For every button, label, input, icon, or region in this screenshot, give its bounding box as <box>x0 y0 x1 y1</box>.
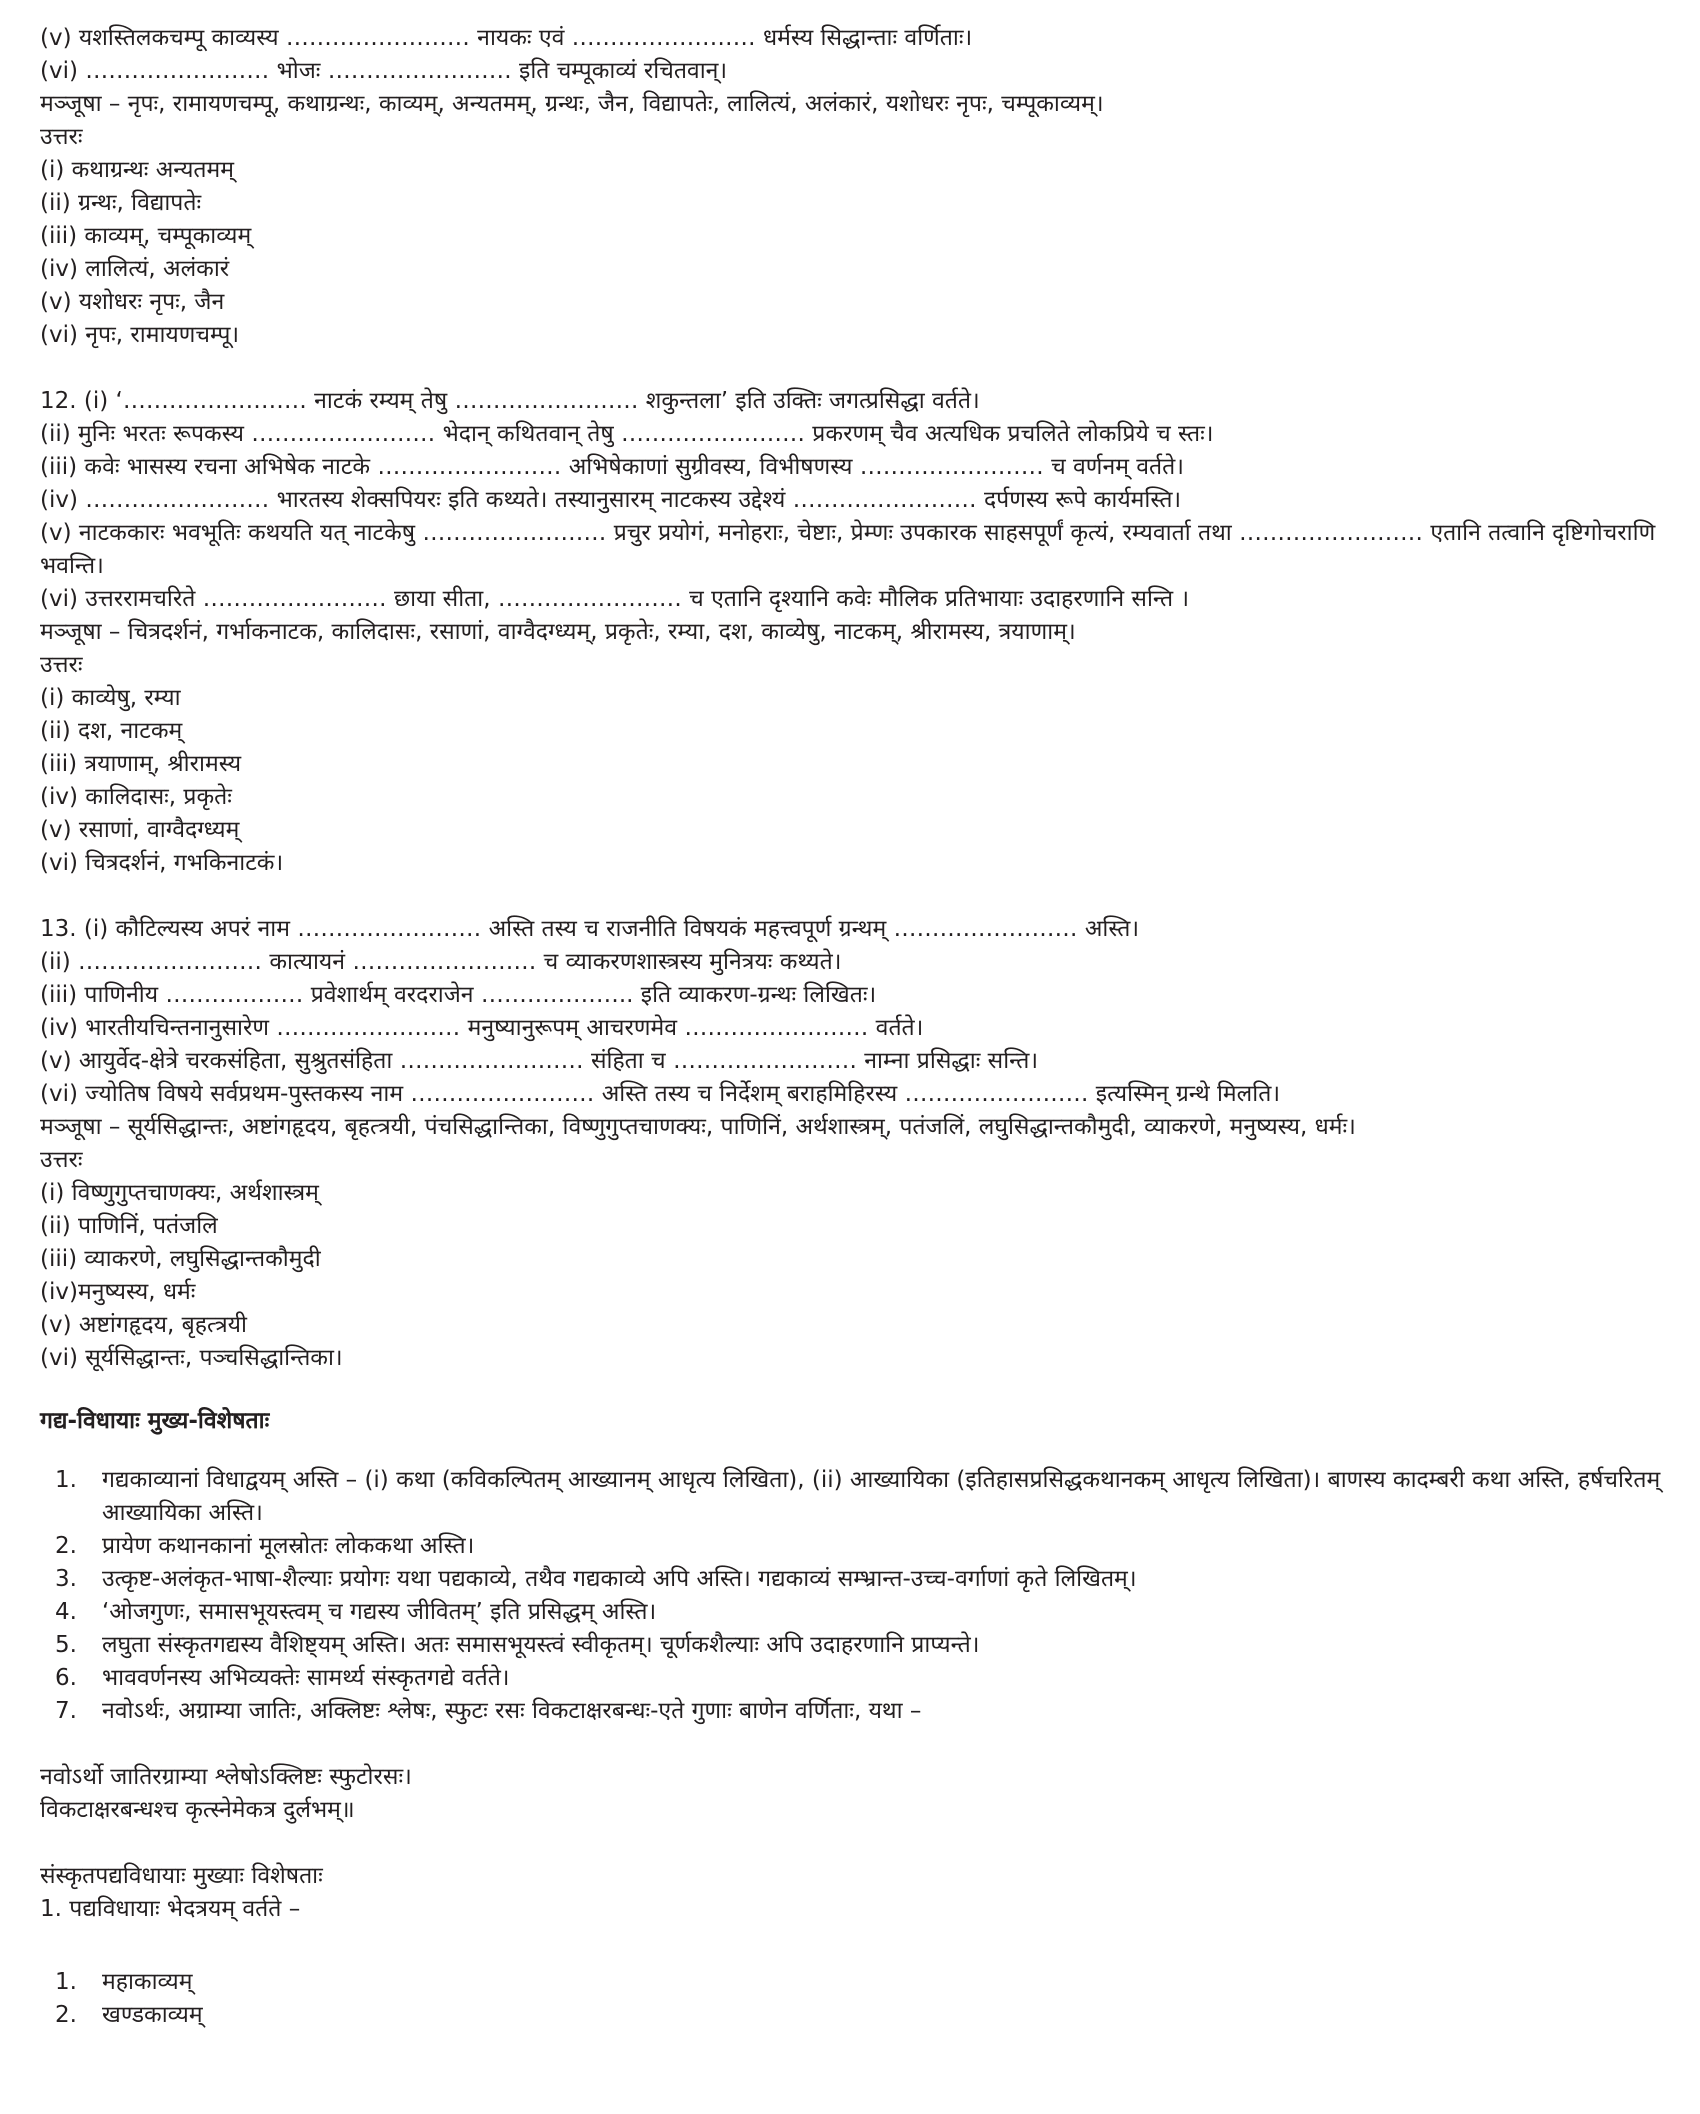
question-line: (vi) ज्योतिष विषये सर्वप्रथम-पुस्तकस्य नाम …………………… अस्ति तस्य च निर्देशम् बराहमिहिरस्य …………………… इत्यस्मिन् ग्रन्थे मिलति। <box>40 1081 1281 1107</box>
list-item <box>40 1662 1670 1695</box>
list-number: 1. <box>55 1969 77 1995</box>
answer-line: (vi) चित्रदर्शनं, गभकिनाटकं। <box>40 850 284 876</box>
question-line: (ii) …………………… कात्यायनं …………………… च व्याकरणशास्त्रस्य मुनित्रयः कथ्यते। <box>40 949 842 975</box>
question-line: (v) आयुर्वेद-क्षेत्रे चरकसंहिता, सुश्रुतसंहिता …………………… संहिता च …………………… नाम्ना प्रसिद्धाः सन्ति। <box>40 1048 1039 1074</box>
verse-line: विकटाक्षरबन्धश्च कृत्स्नेमेकत्र दुर्लभम्॥ <box>40 1797 355 1823</box>
answer-line: (iii) व्याकरणे, लघुसिद्धान्तकौमुदी <box>40 1246 321 1272</box>
answer-line: (iv)मनुष्यस्य, धर्मः <box>40 1279 196 1305</box>
spacer <box>40 880 1670 913</box>
word-box-line: मञ्जूषा – सूर्यसिद्धान्तः, अष्टांगहृदय, बृहत्त्रयी, पंचसिद्धान्तिका, विष्णुगुप्तचाणक्यः, पाणिनिं, अर्थशास्त्रम्, पतंजलिं, लघुसिद्धान्तकौमुदी, व्याकरणे, मनुष्यस्य, धर्मः। <box>40 1114 1356 1140</box>
answer-line: (iv) लालित्यं, अलंकारं <box>40 256 230 282</box>
spacer <box>40 1728 1670 1761</box>
answer-line: (ii) दश, नाटकम् <box>40 718 183 744</box>
question-line: (v) यशस्तिलकचम्पू काव्यस्य …………………… नायकः एवं …………………… धर्मस्य सिद्धान्ताः वर्णिताः। <box>40 25 973 51</box>
question-line: (ii) मुनिः भरतः रूपकस्य …………………… भेदान् कथितवान् तेषु …………………… प्रकरणम् चैव अत्यधिक प्रचलिते लोकप्रिये च स्तः। <box>40 421 1214 447</box>
list-number: 1. <box>55 1467 77 1493</box>
list-number: 4. <box>55 1599 77 1625</box>
section-13 <box>40 913 1670 1375</box>
section-heading: गद्य-विधायाः मुख्य-विशेषताः <box>40 1408 270 1434</box>
list-number: 6. <box>55 1665 77 1691</box>
question-line: (iv) …………………… भारतस्य शेक्सपियरः इति कथ्यते। तस्यानुसारम् नाटकस्य उद्देश्यं …………………… दर्पणस्य रूपे कार्यमस्ति। <box>40 487 1182 513</box>
list-text: ‘ओजगुणः, समासभूयस्त्वम् च गद्यस्य जीवितम्’ इति प्रसिद्धम् अस्ति। <box>102 1599 657 1625</box>
answer-line: (iv) कालिदासः, प्रकृतेः <box>40 784 232 810</box>
question-line: (iii) पाणिनीय ……………… प्रवेशार्थम् वरदराजेन ……………….. इति व्याकरण-ग्रन्थः लिखितः। <box>40 982 877 1008</box>
spacer <box>40 1827 1670 1860</box>
question-line: (vi) उत्तररामचरिते …………………… छाया सीता, …………………… च एतानि दृश्यानि कवेः मौलिक प्रतिभायाः उदाहरणानि सन्ति । <box>40 586 1190 612</box>
list-item <box>40 1596 1670 1629</box>
question-line: (vi) …………………… भोजः …………………… इति चम्पूकाव्यं रचितवान्। <box>40 58 728 84</box>
gadya-feature-list <box>40 1464 1670 1728</box>
list-number: 7. <box>55 1698 77 1724</box>
list-item <box>40 1530 1670 1563</box>
list-item <box>40 1999 1670 2032</box>
verse <box>40 1761 1670 1827</box>
list-item <box>40 1695 1670 1728</box>
intro-line: 1. पद्यविधायाः भेदत्रयम् वर्तते – <box>40 1896 301 1922</box>
answer-line: (iii) काव्यम्, चम्पूकाव्यम् <box>40 223 252 249</box>
verse-line: नवोऽर्थो जातिरग्राम्या श्लेषोऽक्लिष्टः स्फुटोरसः। <box>40 1764 412 1790</box>
list-item <box>40 1629 1670 1662</box>
question-line: (iii) कवेः भासस्य रचना अभिषेक नाटके …………………… अभिषेकाणां सुग्रीवस्य, विभीषणस्य …………………… च वर्णनम् वर्तते। <box>40 454 1184 480</box>
answer-line: (iii) त्रयाणाम्, श्रीरामस्य <box>40 751 242 777</box>
word-box-line: मञ्जूषा – नृपः, रामायणचम्पू, कथाग्रन्थः, काव्यम्, अन्यतमम्, ग्रन्थः, जैन, विद्यापतेः, लालित्यं, अलंकारं, यशोधरः नृपः, चम्पूकाव्यम्। <box>40 91 1104 117</box>
answer-line: (i) विष्णुगुप्तचाणक्यः, अर्थशास्त्रम् <box>40 1180 319 1206</box>
answer-line: (i) काव्येषु, रम्या <box>40 685 181 711</box>
answer-line: (vi) नृपः, रामायणचम्पू। <box>40 322 240 348</box>
list-item <box>40 1563 1670 1596</box>
list-text: लघुता संस्कृतगद्यस्य वैशिष्ट्यम् अस्ति। अतः समासभूयस्त्वं स्वीकृतम्। चूर्णकशैल्याः अपि उदाहरणानि प्राप्यन्ते। <box>102 1632 980 1658</box>
list-number: 3. <box>55 1566 77 1592</box>
list-text: खण्डकाव्यम् <box>102 2002 203 2028</box>
answer-line: (i) कथाग्रन्थः अन्यतमम् <box>40 157 235 183</box>
word-box-line: मञ्जूषा – चित्रदर्शनं, गर्भाकनाटक, कालिदासः, रसाणां, वाग्वैदग्ध्यम्, प्रकृतेः, रम्या, दश, काव्येषु, नाटकम्, श्रीरामस्य, त्रयाणाम्। <box>40 619 1076 645</box>
question-line: 13. (i) कौटिल्यस्य अपरं नाम …………………… अस्ति तस्य च राजनीति विषयकं महत्त्वपूर्ण ग्रन्थम् …………………… अस्ति। <box>40 916 1140 942</box>
answer-heading: उत्तरः <box>40 124 83 150</box>
list-text: प्रायेण कथानकानां मूलस्रोतः लोककथा अस्ति। <box>102 1533 475 1559</box>
answer-line: (ii) ग्रन्थः, विद्यापतेः <box>40 190 202 216</box>
list-number: 5. <box>55 1632 77 1658</box>
list-text: भाववर्णनस्य अभिव्यक्तेः सामर्थ्य संस्कृतगद्ये वर्तते। <box>102 1665 510 1691</box>
answer-line: (ii) पाणिनिं, पतंजलि <box>40 1213 218 1239</box>
padya-type-list <box>40 1966 1670 2032</box>
answer-heading: उत्तरः <box>40 652 83 678</box>
question-line: (iv) भारतीयचिन्तनानुसारेण …………………… मनुष्यानुरूपम् आचरणमेव …………………… वर्तते। <box>40 1015 924 1041</box>
section-12 <box>40 385 1670 880</box>
list-number: 2. <box>55 1533 77 1559</box>
section-11 <box>40 22 1670 352</box>
list-item <box>40 1966 1670 1999</box>
list-text: गद्यकाव्यानां विधाद्वयम् अस्ति – (i) कथा (कविकल्पितम् आख्यानम् आधृत्य लिखिता), (ii) आख्यायिका (इतिहासप्रसिद्धकथानकम् आधृत्य लिखिता)। बाणस्य कादम्बरी कथा अस्ति, हर्षचरितम् आख्यायिका अस्ति। <box>102 1467 1661 1526</box>
answer-line: (v) यशोधरः नृपः, जैन <box>40 289 225 315</box>
list-item <box>40 1464 1670 1530</box>
answer-line: (v) अष्टांगहृदय, बृहत्त्रयी <box>40 1312 247 1338</box>
section-heading: संस्कृतपद्यविधायाः मुख्याः विशेषताः <box>40 1863 323 1889</box>
spacer <box>40 352 1670 385</box>
question-line: 12. (i) ‘…………………… नाटकं रम्यम् तेषु …………………… शकुन्तला’ इति उक्तिः जगत्प्रसिद्धा वर्तते। <box>40 388 980 414</box>
list-number: 2. <box>55 2002 77 2028</box>
list-text: उत्कृष्ट-अलंकृत-भाषा-शैल्याः प्रयोगः यथा पद्यकाव्ये, तथैव गद्यकाव्ये अपि अस्ति। गद्यकाव्यं सम्भ्रान्त-उच्च-वर्गाणां कृते लिखितम्। <box>102 1566 1137 1592</box>
question-line: (v) नाटककारः भवभूतिः कथयति यत् नाटकेषु …………………… प्रचुर प्रयोगं, मनोहराः, चेष्टाः, प्रेम्णः उपकारक साहसपूर्णं कृत्यं, रम्यवार्ता तथा …………………… एतानि तत्वानि दृष्टिगोचराणि भवन्ति। <box>40 520 1656 579</box>
document-page <box>40 22 1670 2032</box>
list-text: महाकाव्यम् <box>102 1969 193 1995</box>
answer-heading: उत्तरः <box>40 1147 83 1173</box>
answer-line: (v) रसाणां, वाग्वैदग्ध्यम् <box>40 817 240 843</box>
answer-line: (vi) सूर्यसिद्धान्तः, पञ्चसिद्धान्तिका। <box>40 1345 343 1371</box>
list-text: नवोऽर्थः, अग्राम्या जातिः, अक्लिष्टः श्लेषः, स्फुटः रसः विकटाक्षरबन्धः-एते गुणाः बाणेन वर्णिताः, यथा – <box>102 1698 922 1724</box>
